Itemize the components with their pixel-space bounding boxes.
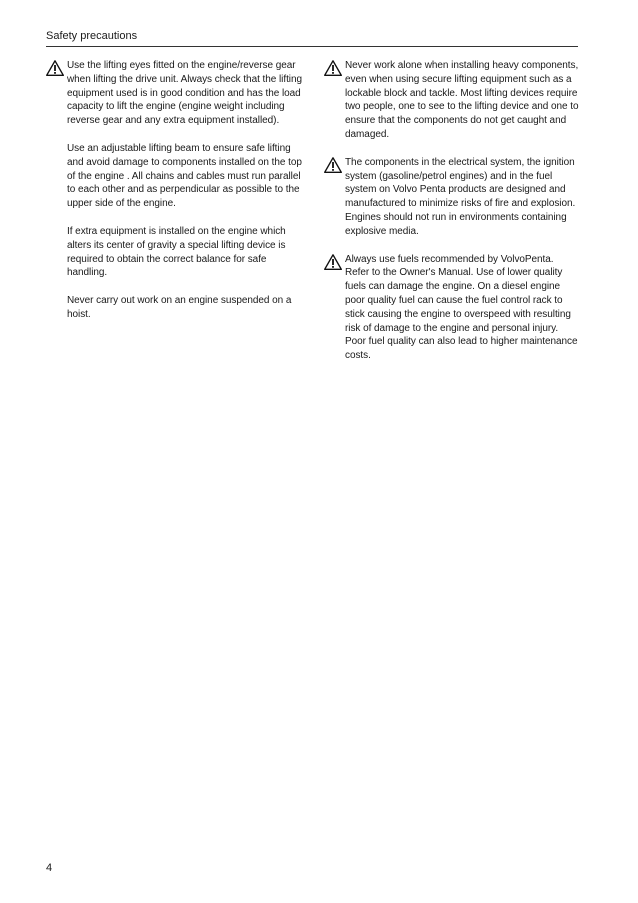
warning-text: The components in the electrical system, the ignition system (gasoline/petrol engines) and in the fuel system on Volvo Penta products are designed and manufactured to minimize risks of fire and explosion. Engines should not run in environments containing explosive media. — [345, 156, 576, 237]
warning-text: Use the lifting eyes fitted on the engine/reverse gear when lifting the drive unit. Always check that the lifting equipment used is in good condition and has the load capacity to lift the engine (engine weight including reverse gear and any extra equipment installed). — [67, 60, 303, 127]
paragraph — [46, 294, 302, 322]
header-divider — [46, 46, 578, 47]
warning-triangle-icon — [324, 254, 342, 270]
body-text: Use an adjustable lifting beam to ensure safe lifting and avoid damage to components installed on the top of the engine . All chains and cables must run parallel to each other and as perpendicular as possible to the upper side of the engine. — [67, 142, 302, 210]
warning-block — [324, 253, 580, 363]
section-title: Safety precautions — [46, 30, 138, 42]
warning-text: Always use fuels recommended by VolvoPenta. Refer to the Owner's Manual. Use of lower quality fuels can damage the engine. On a diesel engine poor quality fuel can cause the fuel control rack to stick causing the engine to overspeed with resulting risk of damage to the engine and personal injury. Poor fuel quality can also lead to higher maintenance costs. — [345, 253, 578, 362]
warning-text: Never work alone when installing heavy components, even when using secure lifting equipment such as a lockable block and tackle. Most lifting devices require two people, one to see to the lifting device and one to ensure that the components do not get caught and damaged. — [345, 60, 579, 140]
warning-block — [324, 156, 580, 239]
warning-triangle-icon — [46, 60, 64, 76]
warning-triangle-icon — [324, 157, 342, 173]
page-header — [46, 29, 578, 47]
warning-block — [324, 59, 580, 142]
paragraph — [46, 225, 302, 280]
body-text: If extra equipment is installed on the engine which alters its center of gravity a special lifting device is required to obtain the correct balance for safe handling. — [67, 225, 286, 279]
left-column — [46, 59, 302, 336]
page-number: 4 — [46, 862, 53, 874]
body-text: Never carry out work on an engine suspended on a hoist. — [67, 295, 292, 320]
right-column — [324, 59, 580, 377]
paragraph — [46, 142, 302, 211]
warning-block — [46, 59, 302, 128]
warning-triangle-icon — [324, 60, 342, 76]
